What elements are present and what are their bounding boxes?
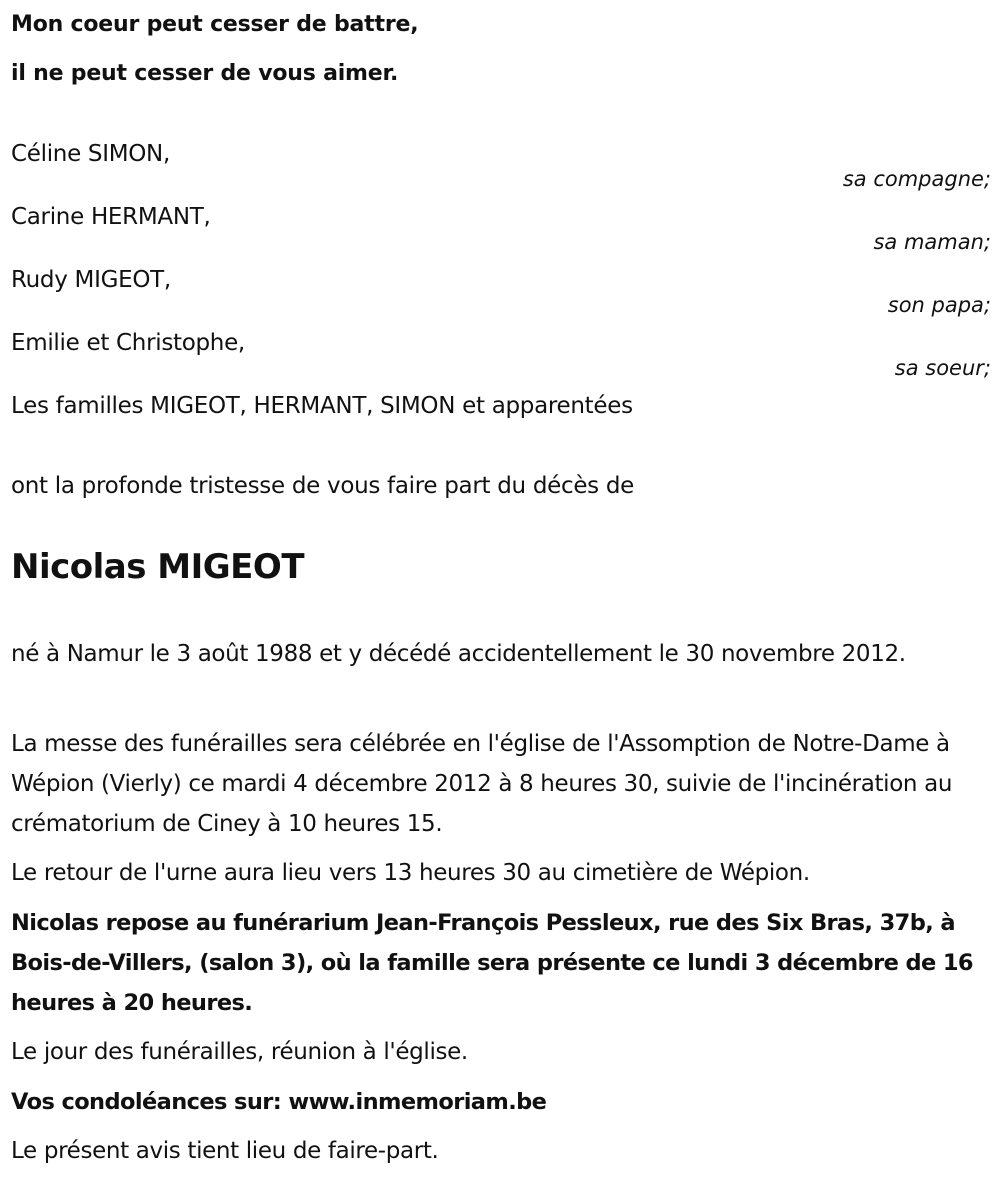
- announcement-text: ont la profonde tristesse de vous faire part du décès de: [11, 473, 635, 499]
- condolences-link[interactable]: www.inmemoriam.be: [288, 1089, 547, 1115]
- family-member: [11, 330, 991, 390]
- family-member-name: Céline SIMON,: [11, 141, 170, 167]
- family-member: [11, 393, 991, 453]
- family-member: [11, 204, 991, 264]
- funerarium-text: Nicolas repose au funérarium Jean-François Pessleux, rue des Six Bras, 37b, à Bois-de-Villers, (salon 3), où la famille sera présente ce lundi 3 décembre de 16 heures à 20 heures.: [11, 910, 973, 1016]
- condolences-line: [11, 1082, 996, 1122]
- family-member-name: Rudy MIGEOT,: [11, 267, 171, 293]
- closing-text: Le présent avis tient lieu de faire-part.: [11, 1138, 439, 1164]
- poem-line-2: il ne peut cesser de vous aimer.: [11, 61, 399, 86]
- family-member-name: Carine HERMANT,: [11, 204, 211, 230]
- meeting-text: Le jour des funérailles, réunion à l'église.: [11, 1039, 468, 1065]
- poem-line-1: Mon coeur peut cesser de battre,: [11, 12, 419, 37]
- family-member-relation: sa compagne;: [842, 167, 991, 191]
- family-member: [11, 267, 991, 327]
- deceased-name: Nicolas MIGEOT: [11, 547, 305, 587]
- family-member-relation: son papa;: [887, 293, 991, 317]
- family-member-relation: sa maman;: [873, 230, 991, 254]
- family-member: [11, 141, 991, 201]
- mass-text: La messe des funérailles sera célébrée en l'église de l'Assomption de Notre-Dame à Wépion (Vierly) ce mardi 4 décembre 2012 à 8 heures 30, suivie de l'incinération au crématorium de Ciney à 10 heures 15.: [11, 731, 953, 837]
- family-member-name: Emilie et Christophe,: [11, 330, 245, 356]
- condolences-label: Vos condoléances sur:: [11, 1089, 289, 1115]
- urn-text: Le retour de l'urne aura lieu vers 13 heures 30 au cimetière de Wépion.: [11, 860, 810, 886]
- family-member-relation: sa soeur;: [894, 356, 991, 380]
- birth-death-text: né à Namur le 3 août 1988 et y décédé accidentellement le 30 novembre 2012.: [11, 641, 906, 667]
- family-member-name: Les familles MIGEOT, HERMANT, SIMON et apparentées: [11, 393, 633, 419]
